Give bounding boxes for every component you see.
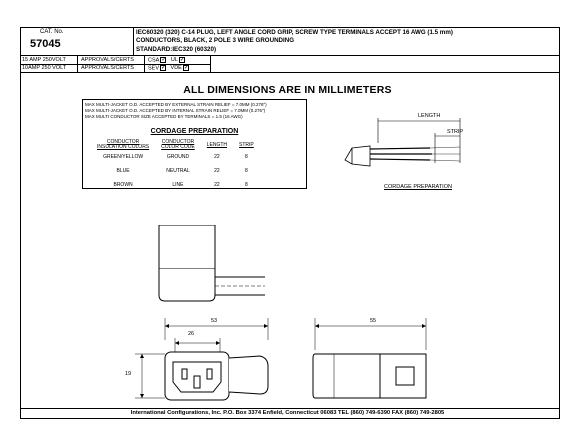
rating-label: 15 AMP 250VOLT bbox=[22, 57, 66, 63]
approval-vde-checkbox: ✓ bbox=[183, 65, 189, 71]
ratings-column-divider bbox=[77, 55, 78, 72]
footer-text: International Configurations, Inc. P.O. Box 3374 Enfield, Connecticut 06083 TEL (860) 749-6390 FAX (860) 749-2805 bbox=[130, 410, 445, 416]
cell-color: GREEN/YELLOW bbox=[103, 154, 144, 160]
approval-ul-label: UL bbox=[170, 57, 178, 64]
cell-color: BROWN bbox=[113, 182, 133, 188]
approval-ul-checkbox: ✓ bbox=[179, 57, 185, 63]
description-line-1: IEC60320 (320) C-14 PLUG, LEFT ANGLE CORD GRIP, SCREW TYPE TERMINALS ACCEPT 16 AWG (1.5 mm) bbox=[136, 29, 453, 36]
cell-color: BLUE bbox=[116, 168, 130, 174]
dim-depth: 55 bbox=[370, 318, 377, 324]
cell-length: 22 bbox=[214, 182, 220, 188]
standard-label: STANDARD:IEC320 (60320) bbox=[136, 46, 217, 53]
table-row bbox=[91, 164, 260, 178]
cell-length: 22 bbox=[214, 168, 220, 174]
note-1: MAX MULTI-JACKET O.D. ACCEPTED BY EXTERNAL STRAIN RELIEF = 7.0MM (0.276") bbox=[85, 102, 267, 107]
cat-column-divider bbox=[133, 27, 134, 55]
title-block-divider bbox=[20, 55, 560, 56]
cell-strip: 8 bbox=[245, 168, 248, 174]
approvals-label: APPROVALS/CERTS bbox=[81, 57, 134, 63]
approval-vde-label: VDE bbox=[170, 65, 182, 72]
ratings-column-divider-3 bbox=[210, 55, 211, 72]
note-2: MAX MULTI-JACKET O.D. ACCEPTED BY INTERNAL STRAIN RELIEF = 7.0MM (0.276") bbox=[85, 108, 266, 113]
approval-csa bbox=[148, 57, 185, 63]
approvals2-label: APPROVALS/CERTS bbox=[81, 65, 134, 71]
ratings-row-divider-2 bbox=[20, 72, 560, 73]
cordage-header-code: CONDUCTOR COLOR CODE bbox=[161, 139, 195, 150]
cat-label: CAT. No. bbox=[40, 29, 64, 35]
footer-divider bbox=[20, 408, 560, 409]
cell-strip: 8 bbox=[245, 182, 248, 188]
note-3: MAX MULTI CONDUCTOR SIZE ACCEPTED BY TERMINALS = 1.5 (16 AWG) bbox=[85, 114, 243, 119]
cordage-title: CORDAGE PREPARATION bbox=[150, 128, 239, 135]
approval-sev-label: SEV bbox=[148, 65, 160, 72]
cordage-header-strip: STRIP bbox=[239, 141, 254, 148]
cell-code: NEUTRAL bbox=[166, 168, 190, 174]
cordage-header-length: LENGTH bbox=[206, 141, 228, 148]
approval-csa-checkbox: ✓ bbox=[161, 57, 167, 63]
cat-number: 57045 bbox=[30, 38, 61, 50]
table-row bbox=[91, 150, 260, 164]
description-line-2: CONDUCTORS, BLACK, 2 POLE 3 WIRE GROUNDING bbox=[136, 37, 295, 44]
cordage-table bbox=[91, 140, 260, 192]
cordage-header-colors: CONDUCTOR INSULATION COLORS bbox=[97, 139, 150, 150]
plug-top-view bbox=[310, 318, 440, 403]
dim-width: 53 bbox=[211, 318, 218, 324]
ratings-column-divider-2 bbox=[144, 55, 145, 72]
dim-height: 19 bbox=[125, 371, 132, 377]
plug-front-view bbox=[120, 318, 290, 403]
approval-sev bbox=[148, 65, 189, 71]
rating2-label: 10AMP 250 VOLT bbox=[22, 65, 67, 71]
approval-csa-label: CSA bbox=[148, 57, 160, 64]
cell-strip: 8 bbox=[245, 154, 248, 160]
cordage-box bbox=[82, 99, 307, 189]
main-title: ALL DIMENSIONS ARE IN MILLIMETERS bbox=[183, 84, 392, 96]
table-row bbox=[91, 178, 260, 192]
plug-side-view bbox=[145, 225, 275, 305]
strip-label: STRIP bbox=[447, 129, 464, 135]
cell-code: LINE bbox=[172, 182, 184, 188]
wire-diagram-caption: CORDAGE PREPARATION bbox=[384, 184, 452, 190]
approval-sev-checkbox: ✓ bbox=[161, 65, 167, 71]
cell-length: 22 bbox=[214, 154, 220, 160]
length-label: LENGTH bbox=[418, 113, 441, 119]
dim-inner: 26 bbox=[188, 331, 195, 337]
cordage-header-row bbox=[91, 140, 260, 150]
cell-code: GROUND bbox=[166, 154, 190, 160]
